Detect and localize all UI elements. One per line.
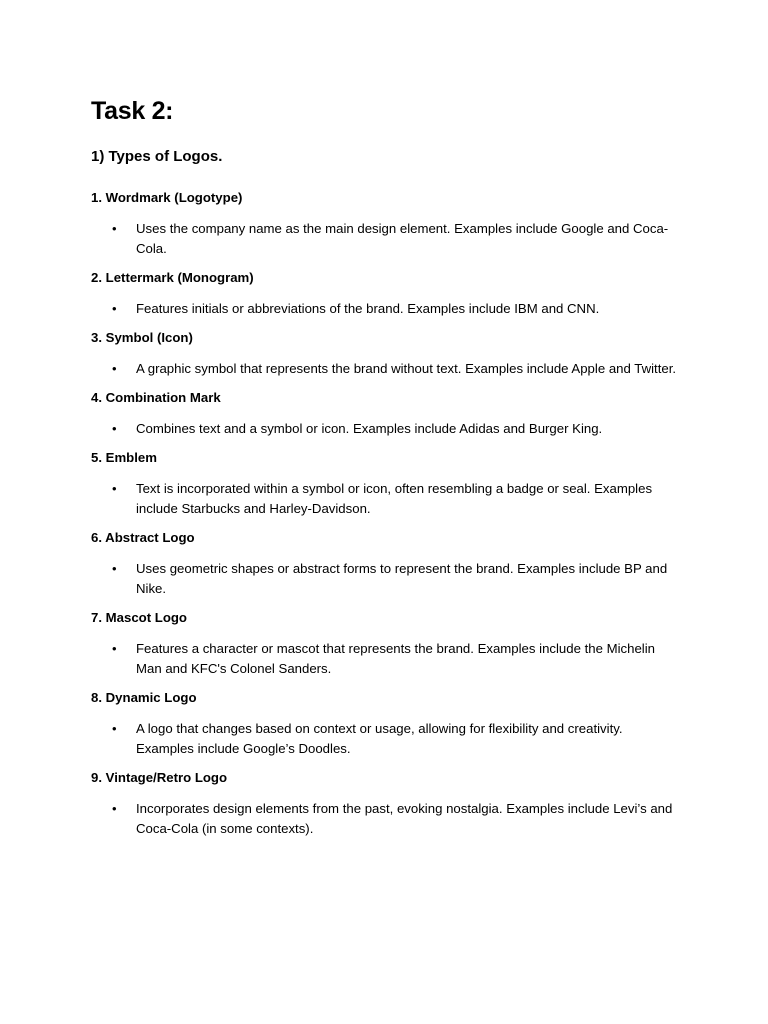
bullet-item [91, 419, 691, 439]
logo-type-heading: 5. Emblem [91, 450, 157, 465]
bullet-icon: • [112, 221, 117, 236]
list-item [91, 449, 691, 519]
logo-type-heading: 6. Abstract Logo [91, 530, 195, 545]
logo-type-heading: 4. Combination Mark [91, 390, 221, 405]
logo-type-description: Combines text and a symbol or icon. Examples include Adidas and Burger King. [136, 421, 603, 436]
logo-type-description: Text is incorporated within a symbol or icon, often resembling a badge or seal. Examples include Starbucks and Harley-Davidson. [136, 481, 653, 516]
logo-type-description: Uses geometric shapes or abstract forms to represent the brand. Examples include BP and Nike. [136, 561, 668, 596]
bullet-icon: • [112, 301, 117, 316]
list-item [91, 389, 691, 439]
bullet-item [91, 359, 691, 379]
bullet-item [91, 639, 691, 679]
logo-type-description: A logo that changes based on context or usage, allowing for flexibility and creativity. Examples include Google’s Doodles. [136, 721, 623, 756]
logo-type-description: Uses the company name as the main design element. Examples include Google and Coca-Cola. [136, 221, 669, 256]
logo-type-heading: 3. Symbol (Icon) [91, 330, 193, 345]
logo-type-heading: 1. Wordmark (Logotype) [91, 190, 243, 205]
bullet-item [91, 479, 691, 519]
list-item [91, 189, 691, 259]
bullet-icon: • [112, 641, 117, 656]
list-item [91, 269, 691, 319]
logo-types-list [91, 189, 691, 839]
list-item [91, 689, 691, 759]
list-item [91, 769, 691, 839]
bullet-item [91, 799, 691, 839]
logo-type-description: A graphic symbol that represents the brand without text. Examples include Apple and Twitter. [136, 361, 677, 376]
bullet-item [91, 559, 691, 599]
section-subtitle: 1) Types of Logos. [91, 148, 223, 165]
bullet-icon: • [112, 801, 117, 816]
bullet-icon: • [112, 361, 117, 376]
list-item [91, 529, 691, 599]
list-item [91, 329, 691, 379]
bullet-icon: • [112, 421, 117, 436]
bullet-item [91, 219, 691, 259]
document-page [91, 95, 691, 849]
list-item [91, 609, 691, 679]
bullet-icon: • [112, 721, 117, 736]
logo-type-description: Features a character or mascot that represents the brand. Examples include the Michelin Man and KFC's Colonel Sanders. [136, 641, 655, 676]
logo-type-description: Features initials or abbreviations of the brand. Examples include IBM and CNN. [136, 301, 600, 316]
logo-type-description: Incorporates design elements from the past, evoking nostalgia. Examples include Levi’s and Coca-Cola (in some contexts). [136, 801, 673, 836]
logo-type-heading: 2. Lettermark (Monogram) [91, 270, 254, 285]
logo-type-heading: 8. Dynamic Logo [91, 690, 197, 705]
bullet-icon: • [112, 481, 117, 496]
logo-type-heading: 7. Mascot Logo [91, 610, 187, 625]
bullet-icon: • [112, 561, 117, 576]
logo-type-heading: 9. Vintage/Retro Logo [91, 770, 228, 785]
page-title: Task 2: [91, 97, 174, 125]
bullet-item [91, 719, 691, 759]
bullet-item [91, 299, 691, 319]
